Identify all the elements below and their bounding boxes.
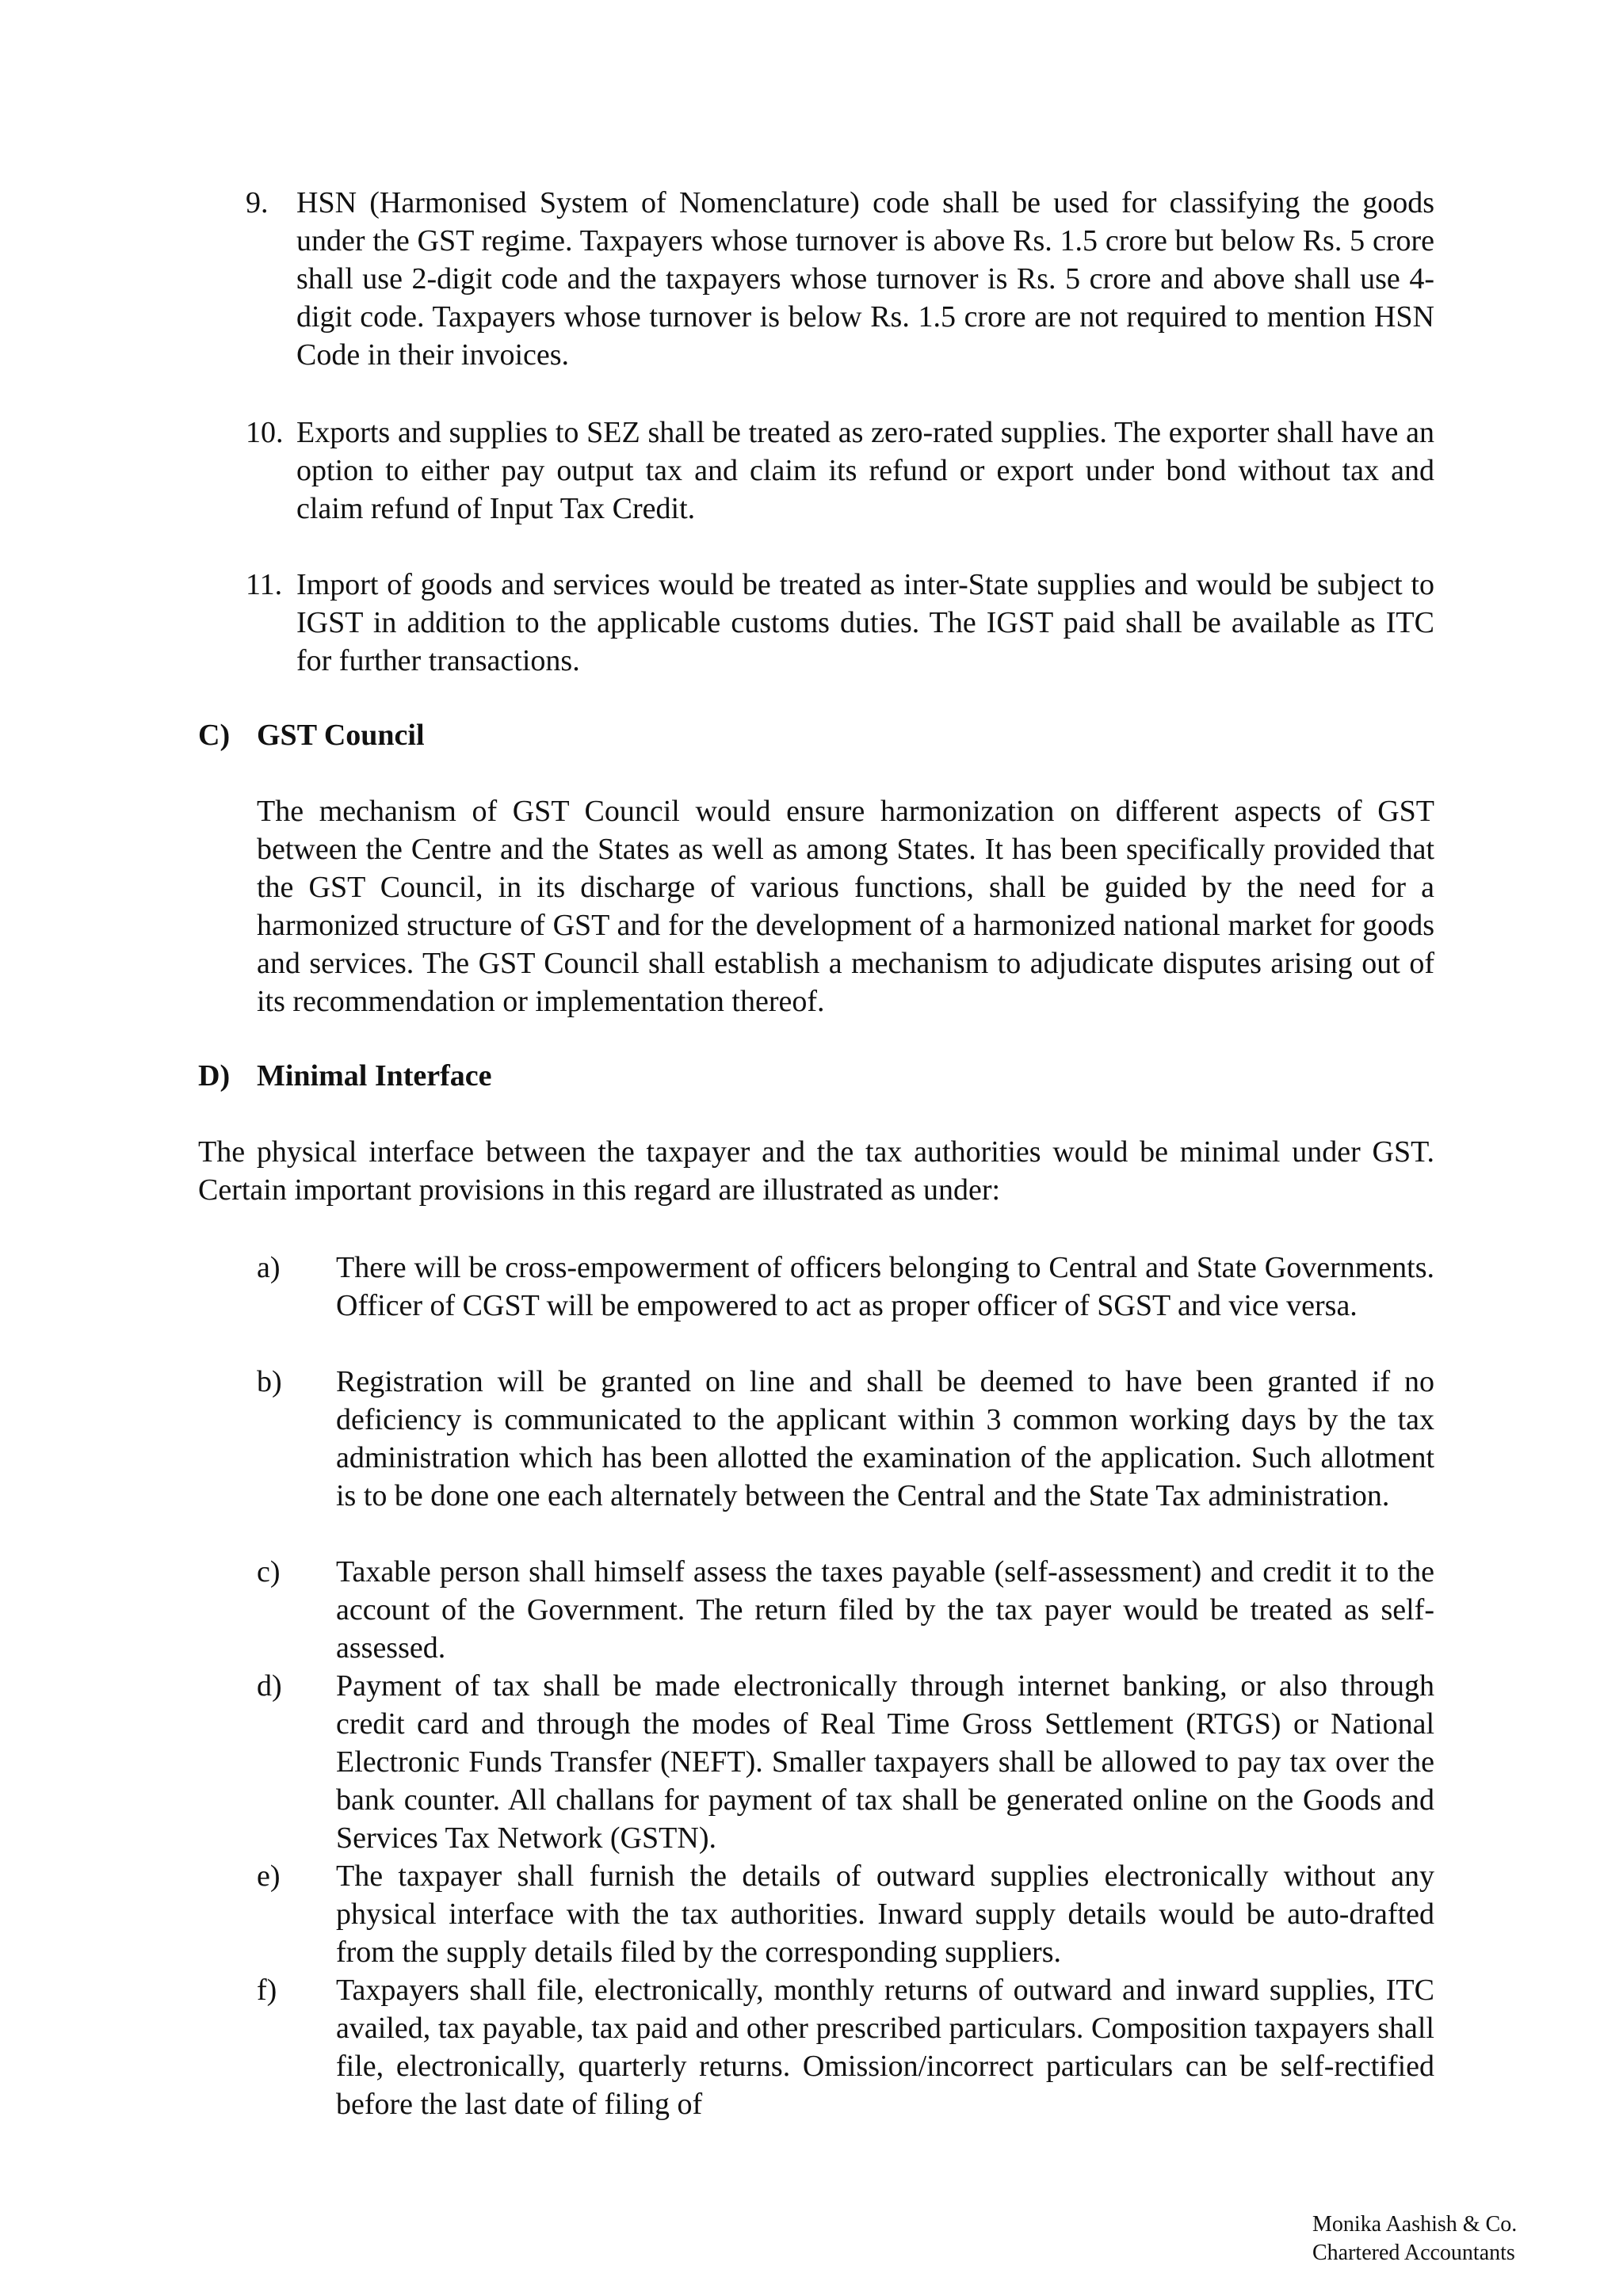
item-a-label: a) <box>257 1251 281 1284</box>
item-c-text: Taxable person shall himself assess the taxes payable (self-assessment) and credit it to the account of the Government. The return filed by the tax payer would be treated as self-assessed. <box>336 1555 1434 1665</box>
section-c-body: The mechanism of GST Council would ensure harmonization on different aspects of GST between the Centre and the States as well as among States. It has been specifically provided that the GST Council, in its discharge of various functions, shall be guided by the need for a harmonized structure of GST and for the development of a harmonized national market for goods and services. The GST Council shall establish a mechanism to adjudicate disputes arising out of its recommendation or implementation thereof. <box>257 795 1434 1018</box>
section-d-letter: D) <box>198 1059 231 1093</box>
item-b-label: b) <box>257 1365 282 1398</box>
item-d-text: Payment of tax shall be made electronically through internet banking, or also through credit card and through the modes of Real Time Gross Settlement (RTGS) or National Electronic Funds Transfer (NEFT). Smaller taxpayers shall be allowed to pay tax over the bank counter. All challans for payment of tax shall be generated online on the Goods and Services Tax Network (GSTN). <box>336 1669 1434 1855</box>
item-11-number: 11. <box>246 568 283 601</box>
item-9-number: 9. <box>246 186 269 219</box>
item-e-label: e) <box>257 1859 281 1893</box>
section-d-title: Minimal Interface <box>257 1059 492 1093</box>
item-a-text: There will be cross-empowerment of officers belonging to Central and State Governments. Officer of CGST will be empowered to act as proper officer of SGST and vice versa. <box>336 1251 1434 1322</box>
item-e-text: The taxpayer shall furnish the details of outward supplies electronically without any physical interface with the tax authorities. Inward supply details would be auto-drafted from the supply details filed by the corresponding suppliers. <box>336 1859 1434 1969</box>
footer-firm-name: Monika Aashish & Co. <box>1312 2212 1518 2237</box>
item-9-text: HSN (Harmonised System of Nomenclature) code shall be used for classifying the goods under the GST regime. Taxpayers whose turnover is above Rs. 1.5 crore but below Rs. 5 crore shall use 2-digit code and the taxpayers whose turnover is Rs. 5 crore and above shall use 4-digit code. Taxpayers whose turnover is below Rs. 1.5 crore are not required to mention HSN Code in their invoices. <box>296 186 1434 372</box>
item-f-text: Taxpayers shall file, electronically, monthly returns of outward and inward supplies, ITC availed, tax payable, tax paid and other prescribed particulars. Composition taxpayers shall file, electronically, quarterly returns. Omission/incorrect particulars can be self-rectified before the last date of filing of <box>336 1974 1434 2121</box>
section-d-intro: The physical interface between the taxpayer and the tax authorities would be minimal under GST. Certain important provisions in this regard are illustrated as under: <box>198 1135 1434 1207</box>
item-d-label: d) <box>257 1669 282 1703</box>
item-b-text: Registration will be granted on line and shall be deemed to have been granted if no deficiency is communicated to the applicant within 3 common working days by the tax administration which has been allotted the examination of the application. Such allotment is to be done one each alternately between the Central and the State Tax administration. <box>336 1365 1434 1512</box>
item-f-label: f) <box>257 1974 277 2007</box>
item-10-text: Exports and supplies to SEZ shall be treated as zero-rated supplies. The exporter shall have an option to either pay output tax and claim its refund or export under bond without tax and claim refund of Input Tax Credit. <box>296 416 1434 525</box>
section-c-title: GST Council <box>257 719 425 752</box>
item-11-text: Import of goods and services would be treated as inter-State supplies and would be subject to IGST in addition to the applicable customs duties. The IGST paid shall be available as ITC for further transactions. <box>296 568 1434 677</box>
section-c-letter: C) <box>198 719 231 752</box>
item-10-number: 10. <box>246 416 284 449</box>
footer <box>1312 2210 1517 2267</box>
footer-firm-title: Chartered Accountants <box>1312 2241 1515 2265</box>
item-c-label: c) <box>257 1555 281 1589</box>
